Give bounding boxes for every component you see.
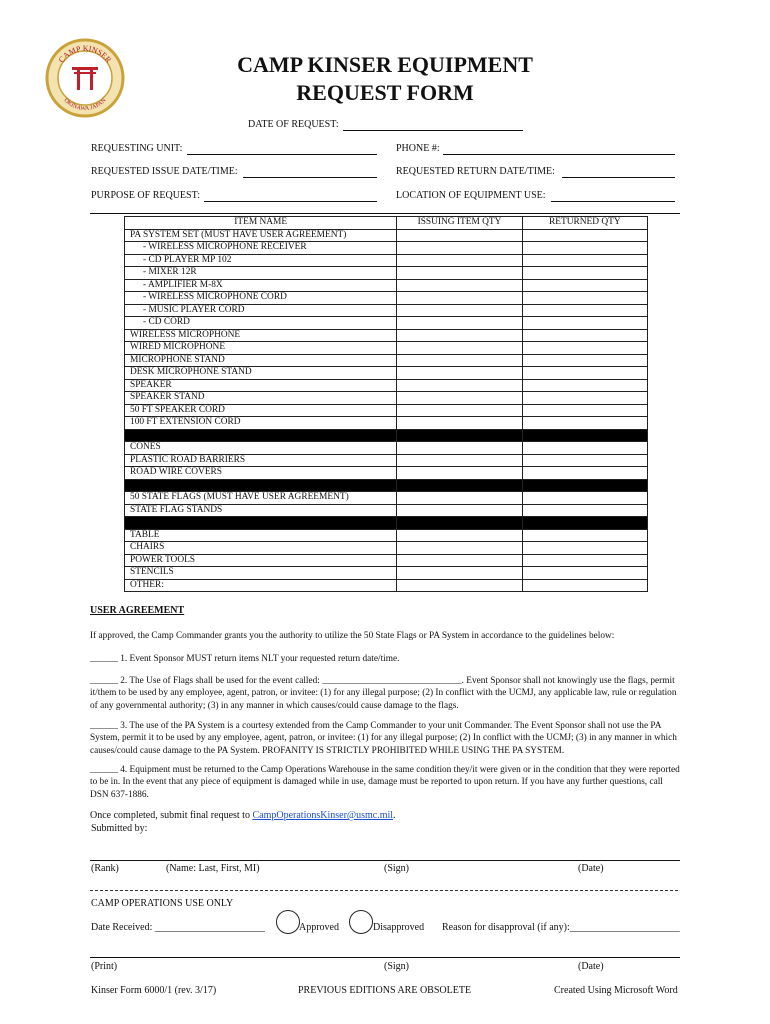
agreement-item-3: ______ 3. The use of the PA System is a courtesy extended from the Camp Commander to your unit Commander. The Event Sponsor shall not use the PA System, permit it to be used by any employee, agent, patron, or invitee: (1) for any illegal purpose; (2) In conflict with the UCMJ; (3) in any manner in which causes/could cause damage to the PA System. PROFANITY IS STRICTLY PROHIBITED WHILE USING THE PA SYSTEM. [90,721,677,756]
issuing-qty-cell[interactable] [397,404,522,417]
user-agreement-heading: USER AGREEMENT [90,605,185,616]
phone-line[interactable] [443,154,675,155]
reason-label: Reason for disapproval (if any):______________________ [442,922,680,933]
returned-qty-cell[interactable] [522,442,647,455]
disapproved-radio[interactable] [349,910,373,934]
form-title-line2: REQUEST FORM [296,80,474,105]
submit-email-link[interactable]: CampOperationsKinser@usmc.mil [252,810,394,821]
form-number: Kinser Form 6000/1 (rev. 3/17) [91,985,217,996]
col-header-returned-qty: RETURNED QTY [522,217,647,230]
item-name-cell: - MUSIC PLAYER CORD [125,304,397,317]
returned-qty-cell[interactable] [522,454,647,467]
disapproved-label: Disapproved [373,922,425,933]
return-datetime-label: REQUESTED RETURN DATE/TIME: [396,166,555,177]
form-title-line1: CAMP KINSER EQUIPMENT [237,52,533,77]
item-name-cell: TABLE [125,529,397,542]
returned-qty-cell[interactable] [522,579,647,592]
returned-qty-cell[interactable] [522,392,647,405]
issuing-qty-cell[interactable] [397,554,522,567]
submit-suffix: . [393,810,396,821]
issuing-qty-cell[interactable] [397,317,522,330]
location-label: LOCATION OF EQUIPMENT USE: [396,190,546,201]
issue-datetime-line[interactable] [243,177,377,178]
date-of-request-line[interactable] [343,130,523,131]
issuing-qty-cell[interactable] [397,542,522,555]
item-name-cell: PLASTIC ROAD BARRIERS [125,454,397,467]
issuing-qty-cell[interactable] [397,442,522,455]
table-row [125,354,648,367]
item-name-cell: WIRELESS MICROPHONE [125,329,397,342]
issuing-qty-cell[interactable] [397,267,522,280]
table-header-row [125,217,648,230]
issuing-qty-cell[interactable] [397,254,522,267]
issuing-qty-cell[interactable] [397,304,522,317]
table-row [125,329,648,342]
date-of-request-label: DATE OF REQUEST: [248,119,339,130]
item-name-cell: - AMPLIFIER M-8X [125,279,397,292]
col-header-item-name: ITEM NAME [125,217,397,230]
returned-qty-cell[interactable] [522,367,647,380]
table-row [125,392,648,405]
item-name-cell: OTHER: [125,579,397,592]
returned-qty-cell[interactable] [522,542,647,555]
date-label: (Date) [578,863,604,874]
returned-qty-cell[interactable] [522,492,647,505]
svg-text:OKINAWA JAPAN: OKINAWA JAPAN [62,97,108,113]
item-name-cell: CHAIRS [125,542,397,555]
returned-qty-cell[interactable] [522,404,647,417]
returned-qty-cell[interactable] [522,554,647,567]
issuing-qty-cell[interactable] [397,342,522,355]
item-name-cell: 100 FT EXTENSION CORD [125,417,397,430]
returned-qty-cell[interactable] [522,242,647,255]
phone-label: PHONE #: [396,143,440,154]
table-row [125,292,648,305]
table-row [125,454,648,467]
item-name-cell: CONES [125,442,397,455]
table-row [125,342,648,355]
submitted-by-label: Submitted by: [91,823,148,834]
returned-qty-cell[interactable] [522,292,647,305]
issuing-qty-cell[interactable] [397,367,522,380]
table-row [125,579,648,592]
item-name-cell: STENCILS [125,567,397,580]
table-row [125,417,648,430]
item-name-cell: - CD CORD [125,317,397,330]
returned-qty-cell[interactable] [522,417,647,430]
table-row [125,379,648,392]
sign-label: (Sign) [384,863,409,874]
purpose-label: PURPOSE OF REQUEST: [91,190,200,201]
table-row [125,304,648,317]
table-separator-row [125,429,648,442]
col-header-issuing-qty: ISSUING ITEM QTY [397,217,522,230]
location-line[interactable] [551,201,675,202]
item-name-cell: MICROPHONE STAND [125,354,397,367]
returned-qty-cell[interactable] [522,304,647,317]
table-row [125,442,648,455]
approved-label: Approved [299,922,339,933]
submitter-signature-line[interactable] [90,860,680,861]
returned-qty-cell[interactable] [522,379,647,392]
agreement-item-2: ______ 2. The Use of Flags shall be used for the event called: ______________________________. Event Sponsor shall not knowingly use the flags, permit it/them to be used by any employee, agent, patron, or invitee: (1) for any illegal purpose; (2) In conflict with the UCMJ, any applicable law, rule or regulation of any governmental authority; (3) in any manner in which causes/could cause damage to the flags. [90,676,677,711]
item-name-cell: SPEAKER STAND [125,392,397,405]
table-row [125,254,648,267]
table-row [125,554,648,567]
table-row [125,542,648,555]
item-name-cell: - WIRELESS MICROPHONE CORD [125,292,397,305]
issuing-qty-cell[interactable] [397,504,522,517]
created-with-note: Created Using Microsoft Word [554,985,678,996]
issuing-qty-cell[interactable] [397,417,522,430]
camp-ops-heading: CAMP OPERATIONS USE ONLY [91,898,234,909]
rank-label: (Rank) [91,863,119,874]
issuing-qty-cell[interactable] [397,529,522,542]
agreement-intro: If approved, the Camp Commander grants you the authority to utilize the 50 State Flags or PA System in accordance to the guidelines below: [90,631,615,641]
table-row [125,529,648,542]
returned-qty-cell[interactable] [522,354,647,367]
name-label: (Name: Last, First, MI) [166,863,260,874]
issuing-qty-cell[interactable] [397,292,522,305]
returned-qty-cell[interactable] [522,342,647,355]
issuing-qty-cell[interactable] [397,329,522,342]
issuing-qty-cell[interactable] [397,379,522,392]
table-row [125,504,648,517]
item-name-cell: WIRED MICROPHONE [125,342,397,355]
table-row [125,242,648,255]
table-row [125,492,648,505]
item-name-cell: 50 STATE FLAGS (MUST HAVE USER AGREEMENT) [125,492,397,505]
returned-qty-cell[interactable] [522,504,647,517]
issuing-qty-cell[interactable] [397,354,522,367]
issuing-qty-cell[interactable] [397,229,522,242]
returned-qty-cell[interactable] [522,279,647,292]
svg-text:CAMP KINSER: CAMP KINSER [56,43,114,65]
returned-qty-cell[interactable] [522,317,647,330]
table-separator-row [125,517,648,530]
returned-qty-cell[interactable] [522,529,647,542]
equipment-table [124,216,648,592]
sign-label-2: (Sign) [384,961,409,972]
return-datetime-line[interactable] [562,177,675,178]
purpose-line[interactable] [204,201,377,202]
agreement-item-4: ______ 4. Equipment must be returned to the Camp Operations Warehouse in the same condition they/it were given or in the condition that they were reported to be in. In the event that any piece of equipment is damaged while in use, damage must be reported to upon return. If you have any further questions, call DSN 637-1886. [90,765,680,800]
agreement-item-1: ______ 1. Event Sponsor MUST return items NLT your requested return date/time. [90,654,400,664]
issuing-qty-cell[interactable] [397,567,522,580]
item-name-cell: - CD PLAYER MP 102 [125,254,397,267]
header-divider [90,213,680,214]
issuing-qty-cell[interactable] [397,454,522,467]
item-name-cell: PA SYSTEM SET (MUST HAVE USER AGREEMENT) [125,229,397,242]
issuing-qty-cell[interactable] [397,242,522,255]
table-row [125,279,648,292]
issuing-qty-cell[interactable] [397,467,522,480]
returned-qty-cell[interactable] [522,254,647,267]
item-name-cell: STATE FLAG STANDS [125,504,397,517]
requesting-unit-line[interactable] [187,154,377,155]
issuing-qty-cell[interactable] [397,392,522,405]
item-name-cell: SPEAKER [125,379,397,392]
table-row [125,229,648,242]
item-name-cell: POWER TOOLS [125,554,397,567]
table-row [125,317,648,330]
dashed-divider [90,890,678,891]
returned-qty-cell[interactable] [522,267,647,280]
table-row [125,567,648,580]
issuing-qty-cell[interactable] [397,279,522,292]
table-row [125,367,648,380]
table-row [125,467,648,480]
item-name-cell: DESK MICROPHONE STAND [125,367,397,380]
item-name-cell: - WIRELESS MICROPHONE RECEIVER [125,242,397,255]
obsolete-notice: PREVIOUS EDITIONS ARE OBSOLETE [298,985,472,996]
submit-prefix: Once completed, submit final request to [90,810,253,821]
requesting-unit-label: REQUESTING UNIT: [91,143,183,154]
submit-instruction [90,810,682,822]
print-label: (Print) [91,961,118,972]
item-name-cell: ROAD WIRE COVERS [125,467,397,480]
item-name-cell: - MIXER 12R [125,267,397,280]
issuing-qty-cell[interactable] [397,579,522,592]
table-row [125,267,648,280]
table-row [125,404,648,417]
returned-qty-cell[interactable] [522,467,647,480]
returned-qty-cell[interactable] [522,329,647,342]
returned-qty-cell[interactable] [522,567,647,580]
issue-datetime-label: REQUESTED ISSUE DATE/TIME: [91,166,238,177]
approver-signature-line[interactable] [90,957,680,958]
date-label-2: (Date) [578,961,604,972]
item-name-cell: 50 FT SPEAKER CORD [125,404,397,417]
approved-radio[interactable] [276,910,300,934]
issuing-qty-cell[interactable] [397,492,522,505]
date-received-label: Date Received: ______________________ [91,922,265,933]
table-separator-row [125,479,648,492]
returned-qty-cell[interactable] [522,229,647,242]
